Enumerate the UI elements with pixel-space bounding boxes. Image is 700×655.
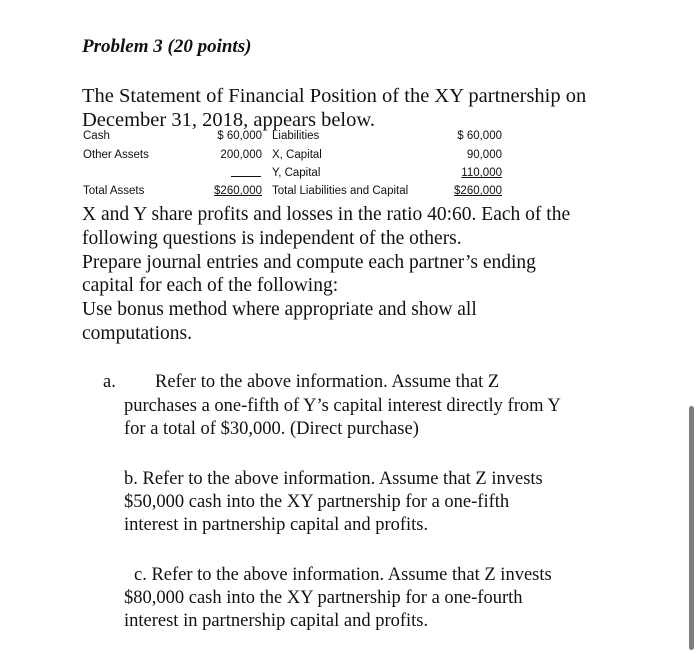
y-capital-value: 110,000 [461,167,502,179]
question-a-line-3: for a total of $30,000. (Direct purchase) [124,419,419,439]
total-liabilities-capital-label: Total Liabilities and Capital [272,185,409,197]
question-c-line-1: c. Refer to the above information. Assume that Z invests [134,565,552,585]
x-capital-value: 90,000 [466,149,502,161]
blank-underline [231,164,261,182]
cash-value: $ 60,000 [217,130,262,142]
cash-label: Cash [83,130,110,142]
intro-line-1: The Statement of Financial Position of the XY partnership on [82,85,587,107]
body-line-5: Use bonus method where appropriate and show all [82,299,477,320]
question-b-line-1: b. Refer to the above information. Assume that Z invests [124,469,543,489]
y-capital-label: Y, Capital [272,167,321,179]
body-line-2: following questions is independent of the others. [82,228,462,249]
intro-line-2: December 31, 2018, appears below. [82,109,375,131]
question-c-line-2: $80,000 cash into the XY partnership for a one-fourth [124,588,523,608]
question-c-line-3: interest in partnership capital and profits. [124,611,429,631]
total-liabilities-capital-value: $260,000 [454,185,502,197]
problem-title: Problem 3 (20 points) [82,36,252,57]
body-line-4: capital for each of the following: [82,275,339,296]
liabilities-value: $ 60,000 [457,130,502,142]
vertical-scrollbar[interactable] [689,406,694,650]
question-a-line-2: purchases a one-fifth of Y’s capital interest directly from Y [124,396,561,416]
body-line-1: X and Y share profits and losses in the ratio 40:60. Each of the [82,204,571,225]
body-line-3: Prepare journal entries and compute each partner’s ending [82,252,536,273]
question-a-line-1: Refer to the above information. Assume that Z [155,372,500,392]
x-capital-label: X, Capital [272,149,322,161]
body-line-6: computations. [82,323,192,344]
question-b-line-3: interest in partnership capital and profits. [124,515,429,535]
question-a-label: a. [103,372,116,392]
total-assets-value: $260,000 [214,185,262,197]
question-b-line-2: $50,000 cash into the XY partnership for a one-fifth [124,492,510,512]
total-assets-label: Total Assets [83,185,145,197]
other-assets-value: 200,000 [220,149,262,161]
other-assets-label: Other Assets [83,149,149,161]
liabilities-label: Liabilities [272,130,320,142]
